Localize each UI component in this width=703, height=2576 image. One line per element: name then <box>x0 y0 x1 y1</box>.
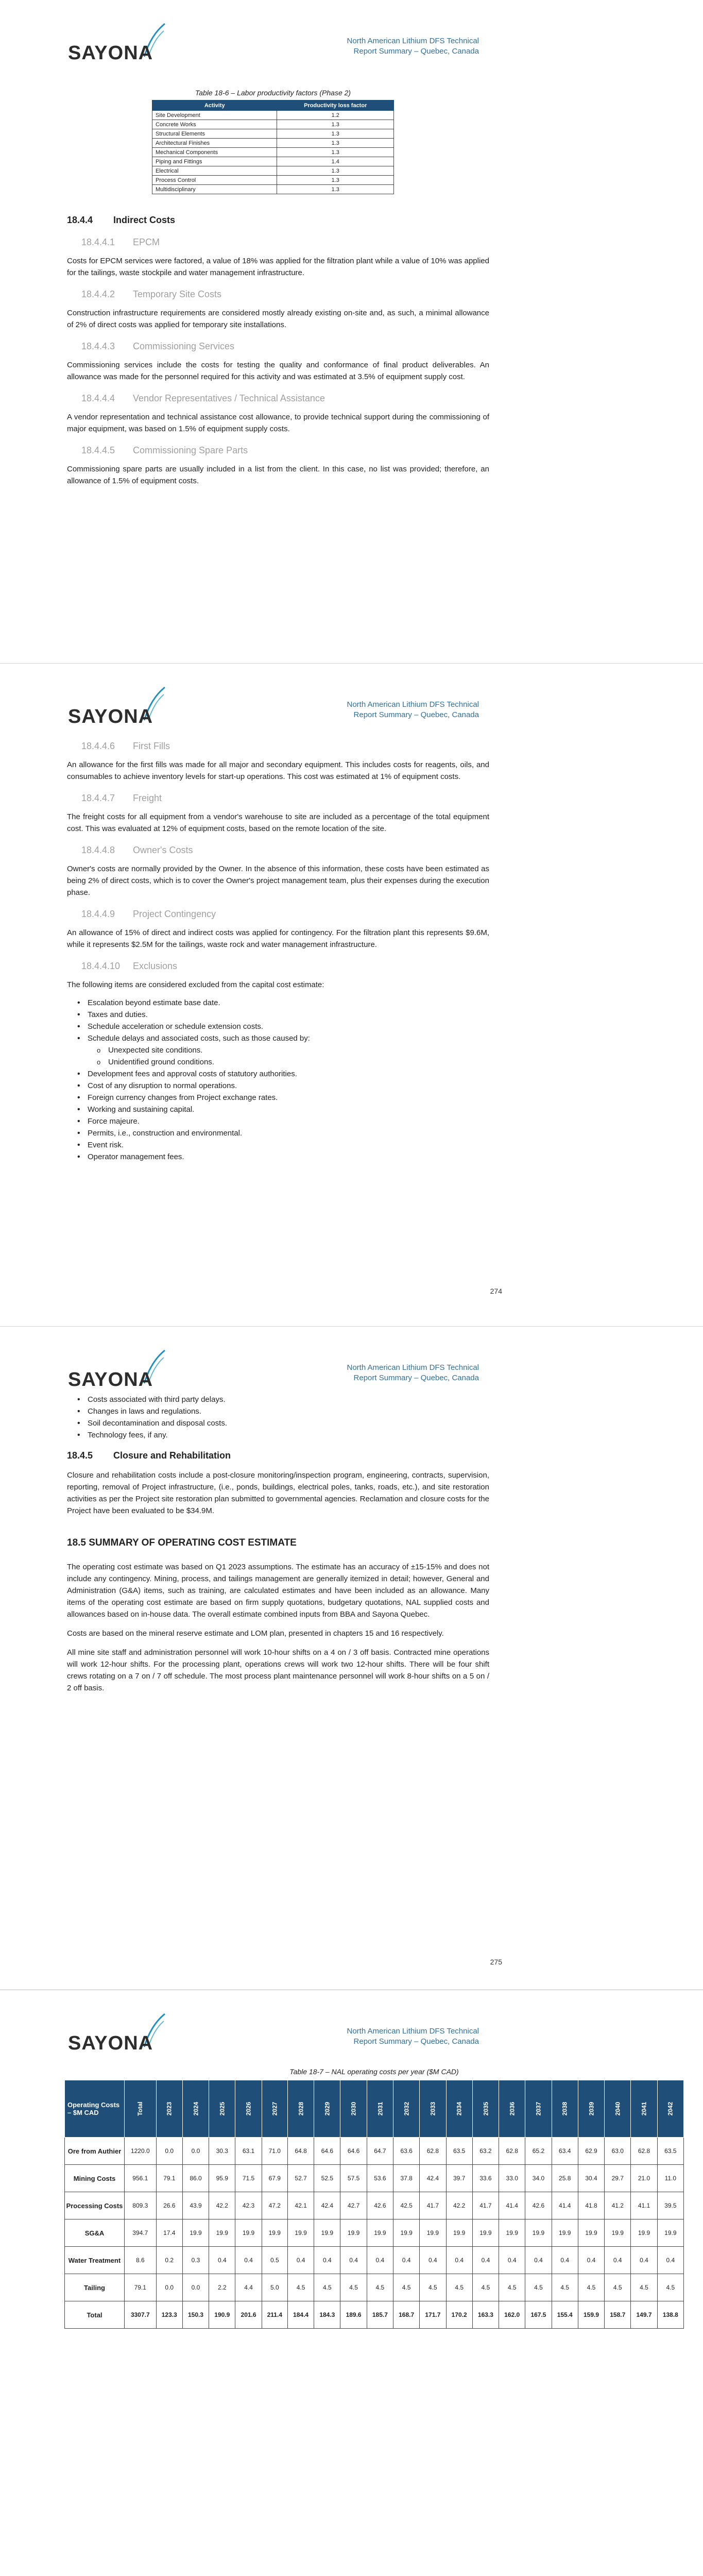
table-cell: 42.2 <box>209 2192 235 2219</box>
table-cell: 5.0 <box>262 2274 287 2301</box>
column-header: 2036 <box>499 2080 525 2138</box>
report-title: North American Lithium DFS Technical Report Summary – Quebec, Canada <box>347 37 479 56</box>
table-cell: 0.4 <box>657 2247 683 2274</box>
page-275 <box>0 1326 703 1989</box>
table-cell: 95.9 <box>209 2165 235 2192</box>
table-cell: 4.5 <box>605 2274 631 2301</box>
table-cell: 19.9 <box>605 2219 631 2247</box>
table-cell: 211.4 <box>262 2301 287 2329</box>
table-row: Architectural Finishes 1.3 <box>152 139 394 148</box>
operating-costs-body <box>65 2138 684 2329</box>
table-cell: 0.4 <box>525 2247 552 2274</box>
table-cell: 0.4 <box>340 2247 367 2274</box>
table-cell: 42.4 <box>314 2192 340 2219</box>
table-row: Site Development 1.2 <box>152 111 394 120</box>
table-row: Piping and Fittings 1.4 <box>152 157 394 166</box>
table-cell: 4.5 <box>420 2274 446 2301</box>
row-label: Processing Costs <box>65 2192 125 2219</box>
exclusions-list-continued <box>67 1394 489 1441</box>
table-cell: 19.9 <box>367 2219 393 2247</box>
table-cell: 149.7 <box>631 2301 657 2329</box>
table-cell: 57.5 <box>340 2165 367 2192</box>
table-cell: 67.9 <box>262 2165 287 2192</box>
paragraph: Costs are based on the mineral reserve estimate and LOM plan, presented in chapters 15 and 16 respectively. <box>67 1629 444 1638</box>
table-cell: 62.8 <box>420 2138 446 2165</box>
table-row <box>65 2274 684 2301</box>
logo-text: SAYONA <box>68 2032 153 2054</box>
table-cell: 3307.7 <box>125 2301 157 2329</box>
table-cell: 71.0 <box>262 2138 287 2165</box>
paragraph: The freight costs for all equipment from a vendor's warehouse to site are included as a percentage of the total equipment cost. This was evaluated at 12% of equipment costs, based on the remote location of the site. <box>67 812 489 833</box>
table-cell: 64.6 <box>314 2138 340 2165</box>
paragraph: The operating cost estimate was based on Q1 2023 assumptions. The estimate has an accuracy of ±15-15% and does not include any contingency. Mining, process, and tailings management are generally itemized in detail; however, General and Administration (G&A) items, such as training, are calculated estimates and have been included as an allowance. Many items of the operating cost estimate are based on firm supply quotations, budgetary quotations, NAL supplied costs and allowances based on in-house data. The overall estimate combined inputs from BBA and Sayona Quebec. <box>67 1563 489 1619</box>
table-cell: 4.5 <box>472 2274 499 2301</box>
column-header: 2029 <box>314 2080 340 2138</box>
table-cell: 19.9 <box>499 2219 525 2247</box>
column-header: 2027 <box>262 2080 287 2138</box>
table-cell: 190.9 <box>209 2301 235 2329</box>
table-cell: 4.5 <box>631 2274 657 2301</box>
table-caption: Table 18-7 – NAL operating costs per year ($M CAD) <box>289 2067 459 2076</box>
table-cell: 63.0 <box>605 2138 631 2165</box>
table-row <box>65 2247 684 2274</box>
table-cell: 123.3 <box>156 2301 182 2329</box>
table-cell: 0.4 <box>499 2247 525 2274</box>
table-row: Mechanical Components 1.3 <box>152 148 394 157</box>
table-cell: 42.4 <box>420 2165 446 2192</box>
table-cell: 41.7 <box>420 2192 446 2219</box>
list-item: • Schedule acceleration or schedule extension costs. <box>88 1021 489 1032</box>
list-item: • Cost of any disruption to normal operations. <box>88 1080 489 1092</box>
table-cell: 19.9 <box>182 2219 209 2247</box>
table-cell: 19.9 <box>552 2219 578 2247</box>
table-cell: 0.4 <box>446 2247 472 2274</box>
table-cell: 42.5 <box>393 2192 420 2219</box>
table-cell: 52.5 <box>314 2165 340 2192</box>
table-cell: 71.5 <box>235 2165 262 2192</box>
table-cell: 79.1 <box>125 2274 157 2301</box>
table-caption: Table 18-6 – Labor productivity factors (Phase 2) <box>195 89 351 97</box>
list-item: • Technology fees, if any. <box>88 1429 489 1441</box>
table-row: Structural Elements 1.3 <box>152 129 394 139</box>
table-cell: 62.9 <box>578 2138 604 2165</box>
table-cell: 41.8 <box>578 2192 604 2219</box>
table-cell: 0.4 <box>472 2247 499 2274</box>
subsection-heading: 18.4.4.9 Project Contingency <box>81 909 216 919</box>
row-label: SG&A <box>65 2219 125 2247</box>
table-cell: 0.5 <box>262 2247 287 2274</box>
table-cell: 4.5 <box>287 2274 314 2301</box>
table-cell: 30.4 <box>578 2165 604 2192</box>
table-cell: 39.7 <box>446 2165 472 2192</box>
table-cell: 0.4 <box>235 2247 262 2274</box>
table-row <box>65 2219 684 2247</box>
list-item: • Escalation beyond estimate base date. <box>88 997 489 1009</box>
table-cell: 4.5 <box>657 2274 683 2301</box>
table-cell: 0.4 <box>367 2247 393 2274</box>
paragraph: Commissioning services include the costs for testing the quality and conformance of final product deliverables. An allowance was made for the personnel required for this activity and was estimated at 3.5% of equipment supply cost. <box>67 361 489 381</box>
page-body <box>67 1394 489 1694</box>
table-cell: 19.9 <box>578 2219 604 2247</box>
table-cell: 4.4 <box>235 2274 262 2301</box>
section-heading: 18.4.5 Closure and Rehabilitation <box>67 1450 231 1461</box>
exclusions-list <box>67 997 489 1163</box>
table-cell: 163.3 <box>472 2301 499 2329</box>
logo-text: SAYONA <box>68 1369 153 1391</box>
table-row: Multidisciplinary 1.3 <box>152 185 394 194</box>
table-cell: 150.3 <box>182 2301 209 2329</box>
table-cell: 0.4 <box>393 2247 420 2274</box>
table-cell: 41.4 <box>552 2192 578 2219</box>
table-cell: 171.7 <box>420 2301 446 2329</box>
page-body <box>64 2067 688 2329</box>
report-title: North American Lithium DFS Technical Report Summary – Quebec, Canada <box>347 2027 479 2046</box>
table-cell: 64.6 <box>340 2138 367 2165</box>
table-cell: 4.5 <box>393 2274 420 2301</box>
page-274 <box>0 663 703 1326</box>
table-cell: 11.0 <box>657 2165 683 2192</box>
column-header: 2034 <box>446 2080 472 2138</box>
table-cell: 43.9 <box>182 2192 209 2219</box>
table-cell: 956.1 <box>125 2165 157 2192</box>
table-cell: 63.5 <box>657 2138 683 2165</box>
column-header: 2041 <box>631 2080 657 2138</box>
table-cell: 19.9 <box>262 2219 287 2247</box>
page-body <box>67 89 489 487</box>
table-row <box>65 2165 684 2192</box>
chapter-heading: 18.5 SUMMARY OF OPERATING COST ESTIMATE <box>67 1537 297 1548</box>
table-cell: 0.0 <box>182 2138 209 2165</box>
table-cell: 63.4 <box>552 2138 578 2165</box>
table-cell: 0.4 <box>605 2247 631 2274</box>
table-row <box>65 2192 684 2219</box>
table-cell: 19.9 <box>209 2219 235 2247</box>
subsection-heading: 18.4.4.1 EPCM <box>81 237 160 247</box>
subsection-heading: 18.4.4.3 Commissioning Services <box>81 341 235 351</box>
table-cell: 64.8 <box>287 2138 314 2165</box>
row-label: Mining Costs <box>65 2165 125 2192</box>
column-header: 2038 <box>552 2080 578 2138</box>
column-header: 2024 <box>182 2080 209 2138</box>
subsection-heading: 18.4.4.7 Freight <box>81 793 162 803</box>
table-cell: 25.8 <box>552 2165 578 2192</box>
table-cell: 4.5 <box>578 2274 604 2301</box>
table-cell: 0.4 <box>631 2247 657 2274</box>
row-label: Total <box>65 2301 125 2329</box>
table-cell: 42.1 <box>287 2192 314 2219</box>
table-cell: 19.9 <box>287 2219 314 2247</box>
list-item: • Permits, i.e., construction and environmental. <box>88 1127 489 1139</box>
table-cell: 809.3 <box>125 2192 157 2219</box>
table-cell: 167.5 <box>525 2301 552 2329</box>
list-item: o Unexpected site conditions. <box>108 1044 489 1056</box>
report-title: North American Lithium DFS Technical Report Summary – Quebec, Canada <box>347 1363 479 1382</box>
column-header: Productivity loss factor <box>277 100 394 111</box>
table-cell: 42.3 <box>235 2192 262 2219</box>
paragraph: An allowance for the first fills was made for all major and secondary equipment. This includes costs for reagents, oils, and consumables to achieve inventory levels for start-up operations. This cost was estimated at 1% of equipment costs. <box>67 760 489 781</box>
table-row <box>65 2301 684 2329</box>
column-header: 2031 <box>367 2080 393 2138</box>
table-cell: 39.5 <box>657 2192 683 2219</box>
table-cell: 63.5 <box>446 2138 472 2165</box>
page-header <box>67 2006 479 2052</box>
table-cell: 4.5 <box>525 2274 552 2301</box>
table-cell: 185.7 <box>367 2301 393 2329</box>
page-body <box>67 741 489 1163</box>
table-cell: 19.9 <box>235 2219 262 2247</box>
table-cell: 184.4 <box>287 2301 314 2329</box>
productivity-table <box>152 100 394 194</box>
table-cell: 394.7 <box>125 2219 157 2247</box>
table-cell: 19.9 <box>446 2219 472 2247</box>
table-cell: 162.0 <box>499 2301 525 2329</box>
table-row: Concrete Works 1.3 <box>152 120 394 129</box>
table-cell: 19.9 <box>420 2219 446 2247</box>
page-header <box>67 15 479 62</box>
page-header <box>67 679 479 725</box>
sayona-logo <box>67 2010 170 2054</box>
page-number: 275 <box>490 1958 502 1966</box>
column-header: Activity <box>152 100 277 111</box>
paragraph: Construction infrastructure requirements are considered mostly already existing on-site and, as such, a minimal allowance of 2% of direct costs was applied for temporary site installations. <box>67 309 489 329</box>
table-cell: 4.5 <box>446 2274 472 2301</box>
table-cell: 19.9 <box>657 2219 683 2247</box>
row-label: Ore from Authier <box>65 2138 125 2165</box>
paragraph: The following items are considered excluded from the capital cost estimate: <box>67 980 324 989</box>
table-cell: 0.4 <box>209 2247 235 2274</box>
table-cell: 62.8 <box>631 2138 657 2165</box>
column-header: 2039 <box>578 2080 604 2138</box>
table-cell: 79.1 <box>156 2165 182 2192</box>
subsection-heading: 18.4.4.10 Exclusions <box>81 961 178 971</box>
table-cell: 4.5 <box>314 2274 340 2301</box>
list-item: • Development fees and approval costs of statutory authorities. <box>88 1068 489 1080</box>
table-cell: 17.4 <box>156 2219 182 2247</box>
paragraph: Owner's costs are normally provided by the Owner. In the absence of this information, these costs have been estimated as being 2% of direct costs, which is to cover the Owner's project management team, plus their expenses during the execution phase. <box>67 865 489 897</box>
table-cell: 42.2 <box>446 2192 472 2219</box>
list-item: • Changes in laws and regulations. <box>88 1405 489 1417</box>
table-cell: 158.7 <box>605 2301 631 2329</box>
report-title: North American Lithium DFS Technical Report Summary – Quebec, Canada <box>347 700 479 719</box>
table-cell: 26.6 <box>156 2192 182 2219</box>
column-header: 2035 <box>472 2080 499 2138</box>
column-header: 2037 <box>525 2080 552 2138</box>
table-cell: 63.2 <box>472 2138 499 2165</box>
table-cell: 201.6 <box>235 2301 262 2329</box>
table-cell: 52.7 <box>287 2165 314 2192</box>
sayona-logo <box>67 20 170 64</box>
table-cell: 63.1 <box>235 2138 262 2165</box>
operating-costs-table <box>64 2080 684 2329</box>
table-cell: 4.5 <box>367 2274 393 2301</box>
paragraph: Closure and rehabilitation costs include a post-closure monitoring/inspection program, engineering, contracts, supervision, reporting, removal of Project infrastructure, (i.e., ponds, buildings, electrical poles, tanks, roads, etc.), and site restoration activities as per the Project site restoration plan submitted to governmental agencies. Reclamation and closure costs for the Project have been evaluated to be $34.9M. <box>67 1471 489 1515</box>
table-cell: 42.6 <box>525 2192 552 2219</box>
table-cell: 138.8 <box>657 2301 683 2329</box>
subsection-heading: 18.4.4.2 Temporary Site Costs <box>81 289 222 299</box>
column-header: Operating Costs – $M CAD <box>65 2080 125 2138</box>
list-item: • Costs associated with third party delays. <box>88 1394 489 1405</box>
column-header: 2028 <box>287 2080 314 2138</box>
list-item: o Unidentified ground conditions. <box>108 1056 489 1068</box>
column-header: 2030 <box>340 2080 367 2138</box>
table-cell: 64.7 <box>367 2138 393 2165</box>
table-cell: 34.0 <box>525 2165 552 2192</box>
column-header: 2025 <box>209 2080 235 2138</box>
subsection-heading: 18.4.4.6 First Fills <box>81 741 170 751</box>
table-cell: 47.2 <box>262 2192 287 2219</box>
list-item: • Taxes and duties. <box>88 1009 489 1021</box>
table-cell: 0.4 <box>420 2247 446 2274</box>
paragraph: Commissioning spare parts are usually included in a list from the client. In this case, no list was provided; therefore, an allowance of 1.5% of equipment costs. <box>67 465 489 485</box>
sayona-logo <box>67 1346 170 1391</box>
table-cell: 4.5 <box>340 2274 367 2301</box>
table-cell: 159.9 <box>578 2301 604 2329</box>
table-cell: 21.0 <box>631 2165 657 2192</box>
table-cell: 41.1 <box>631 2192 657 2219</box>
row-label: Water Treatment <box>65 2247 125 2274</box>
list-item: • Event risk. <box>88 1139 489 1151</box>
table-cell: 41.7 <box>472 2192 499 2219</box>
table-cell: 37.8 <box>393 2165 420 2192</box>
table-cell: 33.0 <box>499 2165 525 2192</box>
logo-text: SAYONA <box>68 706 153 727</box>
table-cell: 0.2 <box>156 2247 182 2274</box>
table-cell: 189.6 <box>340 2301 367 2329</box>
subsection-heading: 18.4.4.8 Owner's Costs <box>81 845 193 855</box>
subsection-heading: 18.4.4.4 Vendor Representatives / Technical Assistance <box>81 393 325 403</box>
table-cell: 33.6 <box>472 2165 499 2192</box>
table-cell: 42.6 <box>367 2192 393 2219</box>
table-cell: 4.5 <box>499 2274 525 2301</box>
table-cell: 65.2 <box>525 2138 552 2165</box>
table-cell: 62.8 <box>499 2138 525 2165</box>
table-cell: 4.5 <box>552 2274 578 2301</box>
table-cell: 53.6 <box>367 2165 393 2192</box>
list-item: • Force majeure. <box>88 1115 489 1127</box>
subsection-heading: 18.4.4.5 Commissioning Spare Parts <box>81 445 248 455</box>
table-cell: 41.4 <box>499 2192 525 2219</box>
list-item: • Soil decontamination and disposal costs. <box>88 1417 489 1429</box>
column-header: 2033 <box>420 2080 446 2138</box>
page-276 <box>0 1990 703 2576</box>
list-item: • Operator management fees. <box>88 1151 489 1163</box>
table-cell: 184.3 <box>314 2301 340 2329</box>
table-cell: 0.0 <box>156 2274 182 2301</box>
table-cell: 63.6 <box>393 2138 420 2165</box>
column-header: 2023 <box>156 2080 182 2138</box>
page-number: 274 <box>490 1287 502 1295</box>
table-cell: 170.2 <box>446 2301 472 2329</box>
table-cell: 0.0 <box>156 2138 182 2165</box>
table-cell: 19.9 <box>393 2219 420 2247</box>
table-cell: 0.4 <box>552 2247 578 2274</box>
section-heading: 18.4.4 Indirect Costs <box>67 215 176 225</box>
paragraph: All mine site staff and administration personnel will work 10-hour shifts on a 4 on / 3 off basis. Contracted mine operations will work 12-hour shifts. For the processing plant, operations crews will work two 12-hour shifts. There will be four shift crews rotating on a 7 on / 7 off schedule. The most process plant maintenance personnel will work 8-hour shifts on a 5 on / 2 off basis. <box>67 1648 489 1692</box>
column-header: Total <box>125 2080 157 2138</box>
table-cell: 29.7 <box>605 2165 631 2192</box>
table-cell: 0.4 <box>314 2247 340 2274</box>
table-cell: 0.4 <box>287 2247 314 2274</box>
paragraph: Costs for EPCM services were factored, a value of 18% was applied for the filtration plant while a value of 10% was applied for the tailings, waste stockpile and water management infrastructure. <box>67 257 489 277</box>
column-header: 2032 <box>393 2080 420 2138</box>
table-cell: 0.4 <box>578 2247 604 2274</box>
column-header: 2026 <box>235 2080 262 2138</box>
list-item: • Schedule delays and associated costs, such as those caused by: <box>88 1032 489 1044</box>
table-cell: 2.2 <box>209 2274 235 2301</box>
column-header: 2040 <box>605 2080 631 2138</box>
table-row: Electrical 1.3 <box>152 166 394 176</box>
table-cell: 41.2 <box>605 2192 631 2219</box>
column-header: 2042 <box>657 2080 683 2138</box>
page-header <box>67 1342 479 1391</box>
table-row: Process Control 1.3 <box>152 176 394 185</box>
list-item: • Foreign currency changes from Project exchange rates. <box>88 1092 489 1104</box>
logo-text: SAYONA <box>68 42 153 64</box>
paragraph: An allowance of 15% of direct and indirect costs was applied for contingency. For the filtration plant this represents $9.6M, while it represents $2.5M for the tailings, waste rock and water management infrastructure. <box>67 928 489 949</box>
table-cell: 42.7 <box>340 2192 367 2219</box>
table-row <box>65 2138 684 2165</box>
page-273 <box>0 0 703 663</box>
table-cell: 168.7 <box>393 2301 420 2329</box>
table-cell: 1220.0 <box>125 2138 157 2165</box>
table-cell: 86.0 <box>182 2165 209 2192</box>
table-cell: 8.6 <box>125 2247 157 2274</box>
table-cell: 0.0 <box>182 2274 209 2301</box>
paragraph: A vendor representation and technical assistance cost allowance, to provide technical support during the commissioning of major equipment, was based on 1.5% of equipment supply costs. <box>67 413 489 433</box>
table-cell: 19.9 <box>525 2219 552 2247</box>
list-item: • Working and sustaining capital. <box>88 1104 489 1115</box>
table-cell: 19.9 <box>314 2219 340 2247</box>
sayona-logo <box>67 683 170 727</box>
table-cell: 30.3 <box>209 2138 235 2165</box>
table-cell: 155.4 <box>552 2301 578 2329</box>
table-cell: 0.3 <box>182 2247 209 2274</box>
row-label: Tailing <box>65 2274 125 2301</box>
table-cell: 19.9 <box>631 2219 657 2247</box>
table-cell: 19.9 <box>340 2219 367 2247</box>
table-cell: 19.9 <box>472 2219 499 2247</box>
